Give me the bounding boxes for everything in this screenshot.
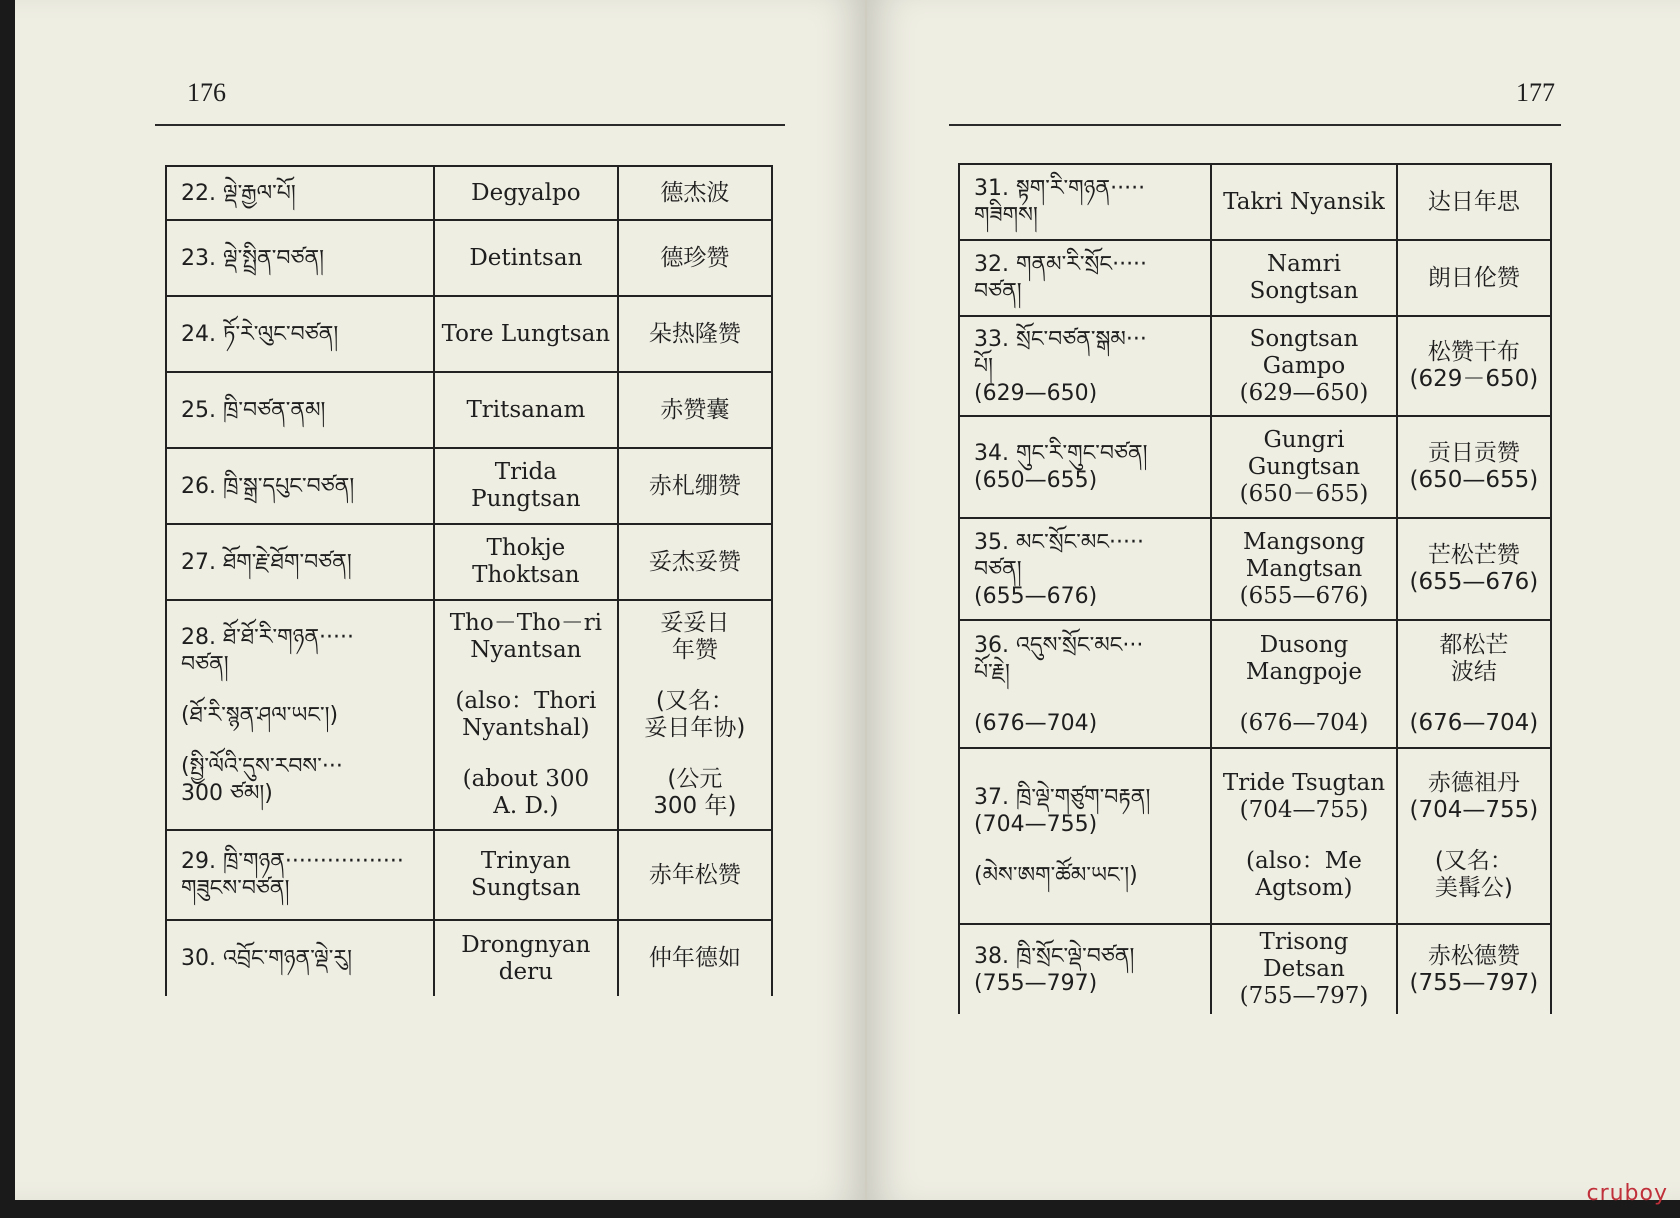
cell-line: Tho－Tho－ri bbox=[449, 610, 603, 636]
cell-line: Songtsan bbox=[1249, 278, 1359, 304]
cell-line: བཙན། bbox=[974, 556, 1022, 582]
table-row bbox=[166, 166, 772, 220]
cell-line: (655—676) bbox=[1239, 582, 1369, 609]
cell-line: (also：Thori bbox=[455, 688, 597, 714]
cell-line: 24. ཏོ་རེ་ལུང་བཙན། bbox=[181, 321, 339, 347]
cell-line: 300 ཙམ།) bbox=[181, 780, 273, 806]
english-cell bbox=[1211, 240, 1397, 316]
cell-line: 朗日伦赞 bbox=[1427, 264, 1520, 291]
watermark: cruboy bbox=[1586, 1181, 1668, 1206]
cell-line bbox=[1216, 824, 1392, 848]
cell-line: 34. གུང་རི་གུང་བཙན། bbox=[974, 441, 1148, 466]
chinese-cell bbox=[1397, 164, 1551, 240]
cell-line: (755—797) bbox=[1409, 969, 1539, 996]
chinese-cell bbox=[1397, 518, 1551, 620]
cell-line: Tore Lungtsan bbox=[441, 320, 611, 347]
table-row bbox=[959, 924, 1551, 1014]
chinese-cell bbox=[618, 524, 772, 600]
table-row bbox=[959, 164, 1551, 240]
cell-line bbox=[623, 664, 767, 688]
cell-line: 赤松德赞 bbox=[1427, 942, 1520, 969]
tibetan-cell bbox=[959, 240, 1211, 316]
cell-line: 贡日贡赞 bbox=[1427, 440, 1520, 466]
english-cell bbox=[1211, 316, 1397, 416]
chinese-cell bbox=[618, 166, 772, 220]
cell-line: (704—755) bbox=[974, 811, 1098, 837]
tibetan-cell bbox=[166, 372, 434, 448]
cell-line: (about 300 bbox=[462, 766, 590, 792]
chinese-cell bbox=[618, 220, 772, 296]
header-rule bbox=[155, 124, 785, 126]
cell-line: Trida bbox=[494, 459, 557, 485]
cell-line: Gampo bbox=[1262, 352, 1346, 379]
kings-table bbox=[165, 165, 773, 996]
cell-line: 都松芒 bbox=[1439, 631, 1509, 658]
cell-line: 达日年思 bbox=[1427, 188, 1520, 215]
chinese-cell bbox=[618, 296, 772, 372]
cell-line: 27. ཐོག་རྗེ་ཐོག་བཙན། bbox=[181, 549, 352, 575]
tibetan-cell bbox=[959, 164, 1211, 240]
chinese-cell bbox=[1397, 620, 1551, 748]
table-row bbox=[166, 524, 772, 600]
cell-line: (also：Me bbox=[1246, 848, 1362, 874]
tibetan-cell bbox=[959, 748, 1211, 924]
cell-line: 赤年松赞 bbox=[648, 861, 741, 888]
cell-line: པོ། bbox=[974, 353, 993, 379]
cell-line: 32. གནམ་རི་སྲོང····· bbox=[974, 252, 1148, 277]
left-page bbox=[15, 0, 867, 1200]
cell-line: (755—797) bbox=[1239, 983, 1369, 1009]
cell-line: པོ་རྗེ། bbox=[974, 659, 1010, 685]
table-row bbox=[166, 372, 772, 448]
cell-line: Gungtsan bbox=[1247, 453, 1361, 480]
cell-line: 德珍赞 bbox=[660, 244, 730, 271]
chinese-cell bbox=[618, 920, 772, 996]
table-row bbox=[959, 620, 1551, 748]
cell-line: Mangsong bbox=[1242, 528, 1365, 555]
cell-line: 德杰波 bbox=[660, 179, 730, 206]
cell-line: Takri Nyansik bbox=[1223, 188, 1385, 215]
cell-line: 28. ཐོ་ཐོ་རི་གཉན····· bbox=[181, 624, 355, 650]
cell-line: (又名： bbox=[1434, 848, 1513, 874]
tibetan-cell bbox=[166, 166, 434, 220]
english-cell bbox=[434, 920, 618, 996]
cell-line: Thoktsan bbox=[472, 562, 580, 588]
cell-line: (ཐོ་རི་སྙན་ཤལ་ཡང་།) bbox=[181, 702, 339, 728]
cell-line: 26. ཁྲི་སྒྲ་དཔུང་བཙན། bbox=[181, 473, 355, 499]
tibetan-cell bbox=[959, 518, 1211, 620]
cell-line bbox=[1402, 824, 1546, 848]
cell-line bbox=[974, 838, 1206, 862]
chinese-cell bbox=[1397, 316, 1551, 416]
table-row bbox=[959, 518, 1551, 620]
cell-line bbox=[623, 742, 767, 766]
cell-line: 赤赞囊 bbox=[660, 396, 730, 423]
english-cell bbox=[434, 600, 618, 830]
cell-line: 23. ལྡེ་སྤྲིན་བཙན། bbox=[181, 245, 325, 271]
cell-line: (704—755) bbox=[1239, 797, 1369, 823]
english-cell bbox=[1211, 164, 1397, 240]
cell-line: Drongnyan bbox=[461, 931, 591, 958]
cell-line: བཙན། bbox=[181, 651, 229, 677]
cell-line: 美髯公) bbox=[1434, 875, 1513, 901]
cell-line: 300 年) bbox=[653, 793, 737, 819]
english-cell bbox=[1211, 620, 1397, 748]
cell-line bbox=[181, 678, 429, 702]
tibetan-cell bbox=[166, 296, 434, 372]
english-cell bbox=[434, 166, 618, 220]
cell-line: Nyantsan bbox=[470, 637, 582, 663]
cell-line: (སྤྱི་ལོའི་དུས་རབས་··· bbox=[181, 753, 343, 779]
cell-line: 31. སྟག་རི་གཉན····· bbox=[974, 176, 1146, 201]
cell-line bbox=[1402, 686, 1546, 710]
cell-line bbox=[439, 664, 613, 688]
cell-line: གཟུངས་བཙན། bbox=[181, 876, 290, 901]
table-row bbox=[166, 920, 772, 996]
cell-line: 37. ཁྲི་ལྡེ་གཙུག་བརྟན། bbox=[974, 784, 1151, 810]
page-number: 176 bbox=[187, 78, 226, 107]
table-row bbox=[166, 220, 772, 296]
cell-line: Pungtsan bbox=[471, 486, 581, 512]
english-cell bbox=[1211, 924, 1397, 1014]
cell-line: (650—655) bbox=[974, 468, 1098, 493]
tibetan-cell bbox=[959, 924, 1211, 1014]
cell-line: (676—704) bbox=[1239, 709, 1369, 736]
tibetan-cell bbox=[166, 524, 434, 600]
cell-line: Detintsan bbox=[469, 244, 583, 271]
cell-line: 年赞 bbox=[671, 637, 718, 663]
cell-line: 33. སྲོང་བཙན་སྒམ··· bbox=[974, 326, 1147, 352]
cell-line: deru bbox=[498, 958, 553, 985]
cell-line bbox=[181, 729, 429, 753]
cell-line: 松赞干布 bbox=[1427, 339, 1520, 365]
cell-line: Tritsanam bbox=[466, 396, 586, 423]
cell-line: (629－650) bbox=[1409, 366, 1539, 392]
cell-line: Mangpoje bbox=[1245, 658, 1363, 685]
cell-line: Trinyan bbox=[480, 848, 571, 874]
cell-line: (629—650) bbox=[974, 380, 1098, 406]
cell-line: 36. འདུས་སྲོང་མང··· bbox=[974, 632, 1144, 658]
chinese-cell bbox=[618, 600, 772, 830]
cell-line: 芒松芒赞 bbox=[1427, 542, 1520, 568]
tibetan-cell bbox=[166, 600, 434, 830]
cell-line: Nyantshal) bbox=[462, 715, 590, 741]
cell-line: (629—650) bbox=[1239, 379, 1369, 406]
cell-line: Sungtsan bbox=[471, 875, 581, 901]
cell-line: 赤札绷赞 bbox=[648, 472, 741, 499]
cell-line: 妥杰妥赞 bbox=[648, 548, 741, 575]
english-cell bbox=[434, 220, 618, 296]
table-row bbox=[959, 240, 1551, 316]
chinese-cell bbox=[618, 372, 772, 448]
cell-line: 38. ཁྲི་སྲོང་ལྡེ་བཙན། bbox=[974, 943, 1135, 969]
english-cell bbox=[434, 372, 618, 448]
cell-line: 30. འབྲོང་གཉན་ལྡེ་རུ། bbox=[181, 946, 353, 971]
right-page bbox=[867, 0, 1680, 1200]
table-row bbox=[166, 448, 772, 524]
cell-line: (676—704) bbox=[974, 710, 1098, 736]
english-cell bbox=[1211, 518, 1397, 620]
cell-line: (650－655) bbox=[1239, 480, 1369, 507]
cell-line: Namri bbox=[1266, 251, 1341, 277]
cell-line: 赤德祖丹 bbox=[1427, 770, 1520, 796]
chinese-cell bbox=[1397, 748, 1551, 924]
tibetan-cell bbox=[959, 316, 1211, 416]
cell-line: (676—704) bbox=[1409, 709, 1539, 736]
tibetan-cell bbox=[166, 448, 434, 524]
cell-line: A. D.) bbox=[493, 793, 559, 819]
page-number: 177 bbox=[1516, 78, 1555, 107]
tibetan-cell bbox=[166, 830, 434, 920]
cell-line: Agtsom) bbox=[1255, 875, 1353, 901]
cell-line: (655—676) bbox=[1409, 569, 1539, 595]
chinese-cell bbox=[1397, 924, 1551, 1014]
cell-line: 25. ཁྲི་བཙན་ནམ། bbox=[181, 397, 326, 423]
table-row bbox=[166, 600, 772, 830]
chinese-cell bbox=[1397, 416, 1551, 518]
cell-line bbox=[974, 686, 1206, 710]
tibetan-cell bbox=[959, 620, 1211, 748]
english-cell bbox=[434, 524, 618, 600]
tibetan-cell bbox=[166, 220, 434, 296]
cell-line: Songtsan bbox=[1249, 325, 1359, 352]
cell-line: Dusong bbox=[1259, 631, 1349, 658]
english-cell bbox=[434, 296, 618, 372]
cell-line: (655—676) bbox=[974, 583, 1098, 609]
cell-line: 妥妥日 bbox=[660, 610, 730, 636]
chinese-cell bbox=[618, 830, 772, 920]
cell-line: (མེས་ཨག་ཚོམ་ཡང་།) bbox=[974, 862, 1138, 888]
table-row bbox=[959, 416, 1551, 518]
cell-line: 朵热隆赞 bbox=[648, 320, 741, 347]
table-row bbox=[166, 296, 772, 372]
cell-line bbox=[1216, 686, 1392, 710]
cell-line: 29. ཁྲི་གཉན················· bbox=[181, 849, 404, 874]
cell-line: Mangtsan bbox=[1245, 555, 1363, 582]
cell-line: Tride Tsugtan bbox=[1222, 770, 1386, 796]
cell-line: Gungri bbox=[1263, 426, 1345, 453]
chinese-cell bbox=[618, 448, 772, 524]
cell-line: བཙན། bbox=[974, 279, 1022, 304]
cell-line: 22. ལྡེ་རྒྱལ་པོ། bbox=[181, 180, 296, 206]
tibetan-cell bbox=[166, 920, 434, 996]
english-cell bbox=[1211, 748, 1397, 924]
cell-line: (650—655) bbox=[1409, 467, 1539, 493]
table-row bbox=[959, 316, 1551, 416]
english-cell bbox=[1211, 416, 1397, 518]
cell-line: 波结 bbox=[1450, 658, 1497, 685]
cell-line: 仲年德如 bbox=[648, 945, 741, 971]
cell-line: གཟིགས། bbox=[974, 203, 1038, 228]
cell-line: 妥日年协) bbox=[644, 715, 746, 741]
cell-line: Thokje bbox=[486, 535, 566, 561]
cell-line: 35. མང་སྲོང་མང····· bbox=[974, 529, 1145, 555]
chinese-cell bbox=[1397, 240, 1551, 316]
cell-line: (704—755) bbox=[1409, 797, 1539, 823]
kings-table bbox=[958, 163, 1552, 1014]
cell-line bbox=[439, 742, 613, 766]
cell-line: Trisong Detsan bbox=[1259, 929, 1349, 982]
cell-line: (公元 bbox=[667, 766, 723, 792]
cell-line: (又名： bbox=[655, 688, 734, 714]
cell-line: Degyalpo bbox=[471, 179, 581, 206]
english-cell bbox=[434, 830, 618, 920]
cell-line: (755—797) bbox=[974, 970, 1098, 996]
tibetan-cell bbox=[959, 416, 1211, 518]
table-row bbox=[959, 748, 1551, 924]
english-cell bbox=[434, 448, 618, 524]
header-rule bbox=[949, 124, 1561, 126]
table-row bbox=[166, 830, 772, 920]
